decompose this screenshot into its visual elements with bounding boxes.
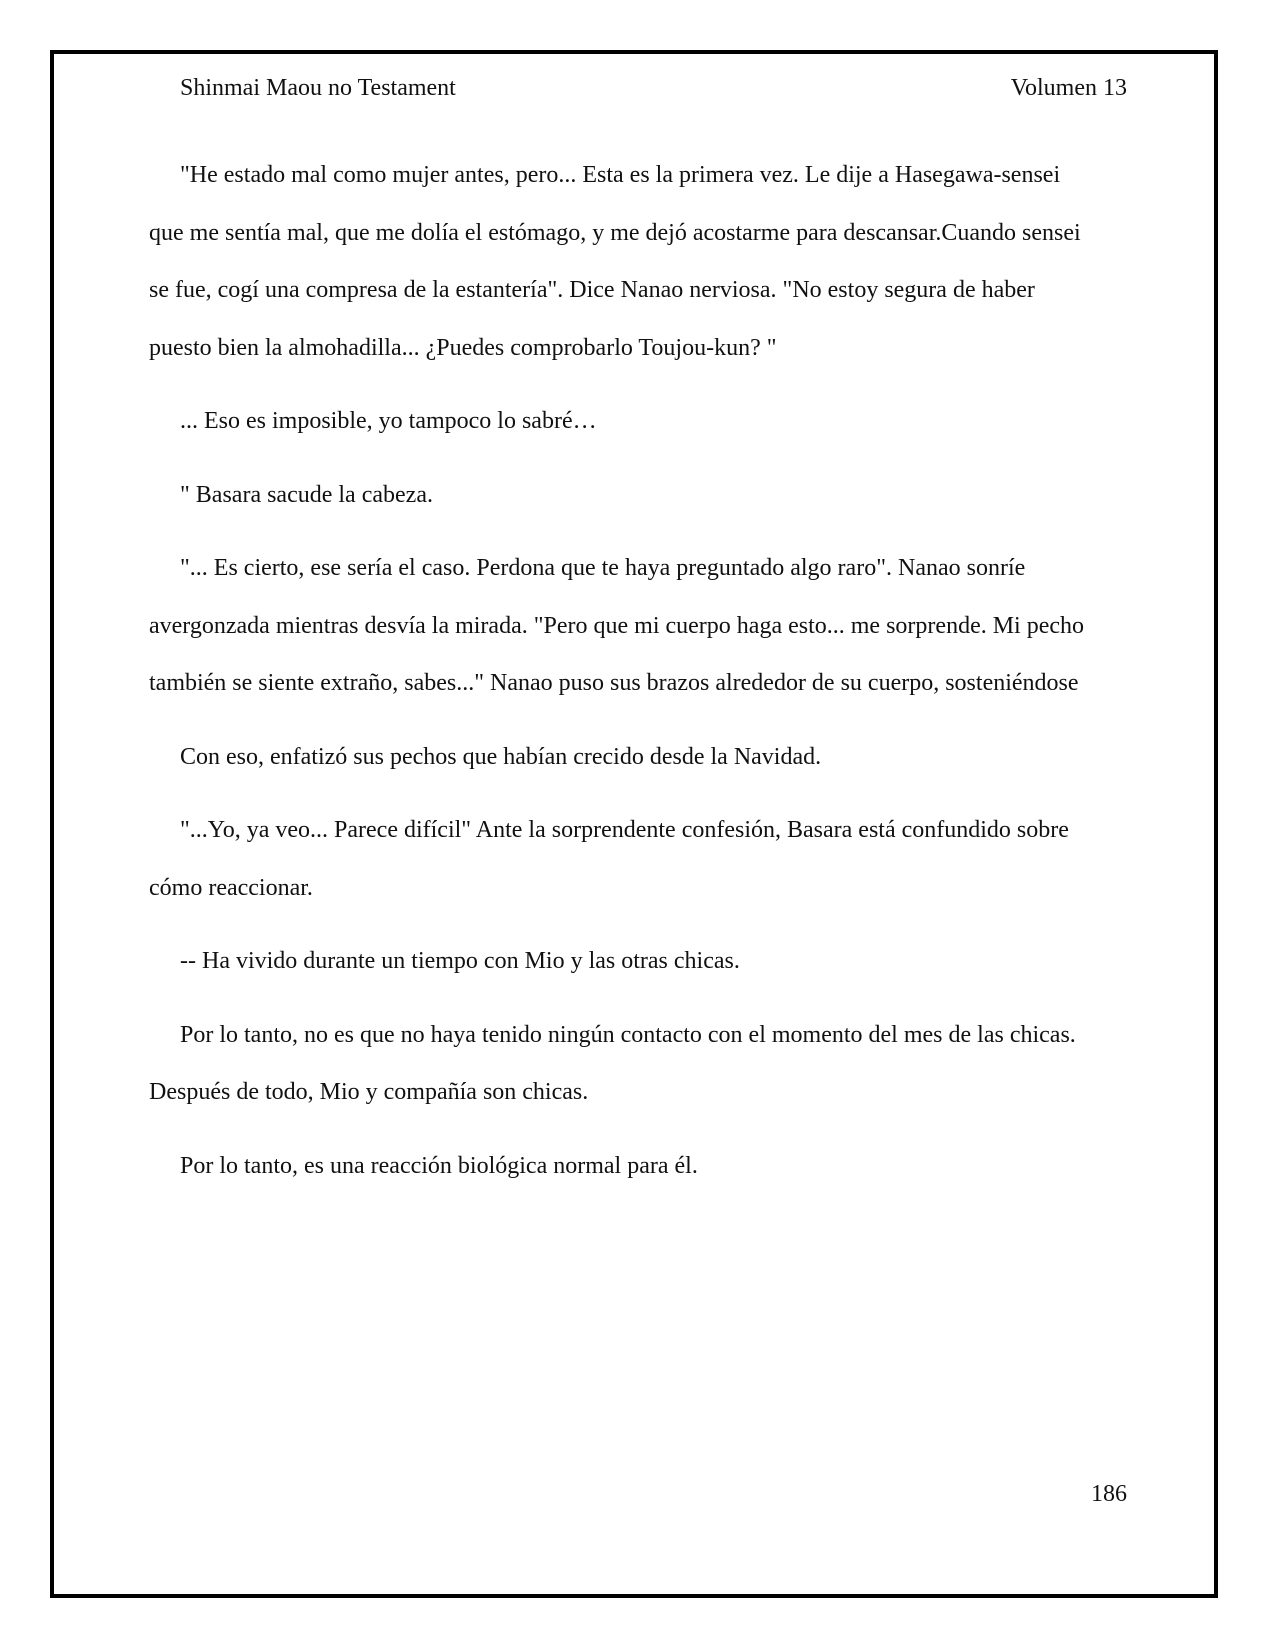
paragraph-5 <box>149 729 1129 787</box>
text-line: avergonzada mientras desvía la mirada. "Pero que mi cuerpo haga esto... me sorprende. Mi pecho <box>149 612 1085 639</box>
text-line: puesto bien la almohadilla... ¿Puedes comprobarlo Toujou-kun? " <box>149 334 777 361</box>
paragraph-6 <box>149 802 1129 917</box>
volume-label: Volumen 13 <box>1010 75 1127 101</box>
text-line: que me sentía mal, que me dolía el estómago, y me dejó acostarme para descansar.Cuando sensei <box>149 219 1081 246</box>
text-line: Por lo tanto, no es que no haya tenido ningún contacto con el momento del mes de las chicas. <box>180 1021 1076 1048</box>
text-line: ... Eso es imposible, yo tampoco lo sabré… <box>180 408 597 434</box>
paragraph-2 <box>149 393 1129 451</box>
text-line: "... Es cierto, ese sería el caso. Perdona que te haya preguntado algo raro". Nanao sonríe <box>180 555 1026 581</box>
page-header <box>180 72 1127 104</box>
text-line: cómo reaccionar. <box>149 874 313 901</box>
paragraph-8 <box>149 1007 1129 1122</box>
paragraph-4 <box>149 540 1129 713</box>
text-line: Después de todo, Mio y compañía son chicas. <box>149 1079 589 1105</box>
book-title: Shinmai Maou no Testament <box>180 75 456 101</box>
paragraph-1 <box>149 147 1129 377</box>
page-number: 186 <box>1091 1481 1127 1507</box>
text-line: "...Yo, ya veo... Parece difícil" Ante la sorprendente confesión, Basara está confundido sobre <box>180 817 1069 843</box>
text-line: se fue, cogí una compresa de la estantería". Dice Nanao nerviosa. "No estoy segura de haber <box>149 277 1035 303</box>
text-line: " Basara sacude la cabeza. <box>180 481 433 508</box>
text-line: Por lo tanto, es una reacción biológica normal para él. <box>180 1152 698 1179</box>
paragraph-7 <box>149 933 1129 991</box>
text-line: -- Ha vivido durante un tiempo con Mio y las otras chicas. <box>180 948 740 974</box>
paragraph-9 <box>149 1138 1129 1196</box>
text-line: Con eso, enfatizó sus pechos que habían crecido desde la Navidad. <box>180 743 822 770</box>
page-body <box>149 147 1129 1211</box>
paragraph-3 <box>149 467 1129 525</box>
text-line: "He estado mal como mujer antes, pero... Esta es la primera vez. Le dije a Hasegawa-sensei <box>180 162 1061 188</box>
text-line: también se siente extraño, sabes..." Nanao puso sus brazos alrededor de su cuerpo, sosteniéndose <box>149 670 1079 696</box>
